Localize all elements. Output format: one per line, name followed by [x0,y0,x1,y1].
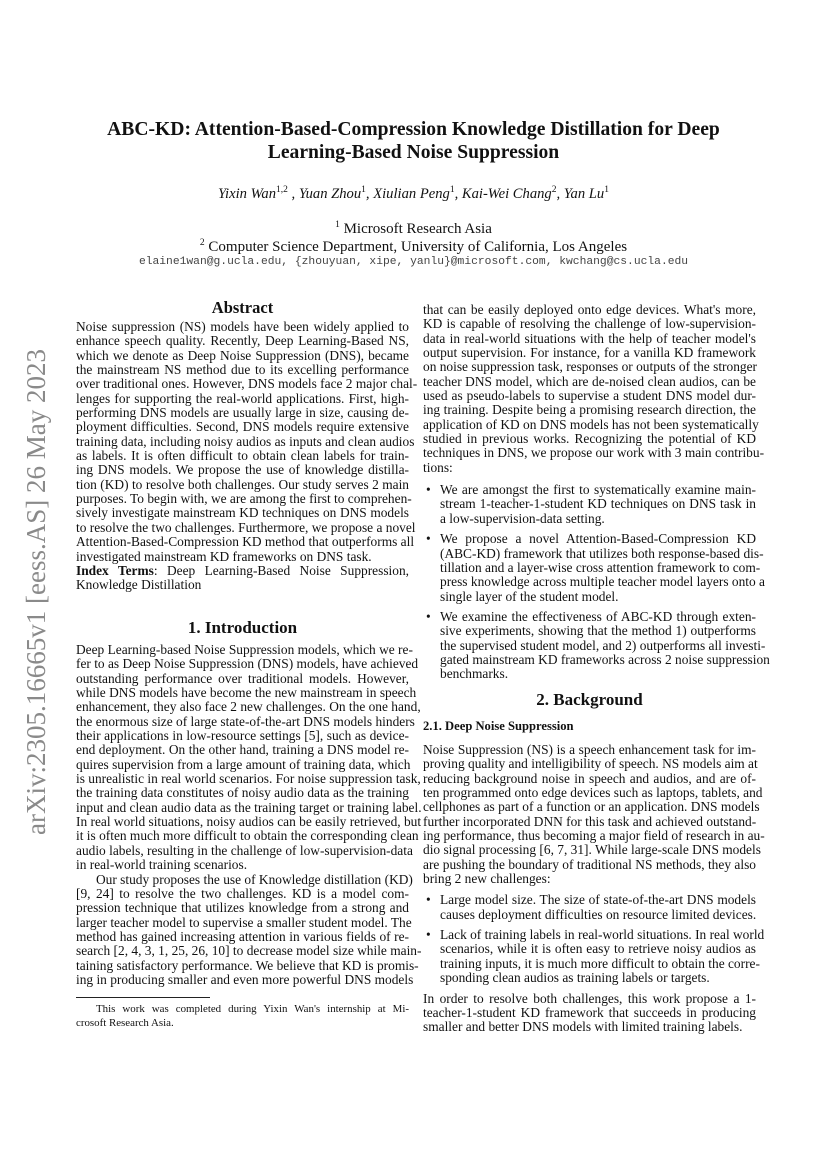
text-line: lenges for supporting the real-world applications. First, high- [76,390,409,406]
text-line: • Large model size. The size of state-of-the-art DNS models [440,892,756,908]
author-separator: , [454,185,462,202]
text-line: the mainstream NS method due to its excelling performance [76,362,409,378]
text-line: Noise Suppression (NS) is a speech enhancement task for im- [423,742,756,757]
introduction-continuation [423,302,770,688]
text-line: cellphones as part of a function or an application. DNS models [423,799,760,815]
text-line: scenarios, while it is often easy to retrieve noisy audios as [440,941,756,957]
text-line: a low-supervision-data setting. [440,510,605,526]
text-line: single layer of the student model. [440,588,619,604]
text-line: tillation and a layer-wise cross attention framework to com- [440,559,761,575]
text-line: Deep Learning-based Noise Suppression models, which we re- [76,642,413,657]
bullet-item [423,927,765,986]
abstract-body [76,319,418,593]
text-line: press knowledge across multiple teacher model layers onto a [440,574,765,590]
text-line: ing performance, thus becoming a major field of research in au- [423,828,765,844]
author-name: Kai-Wei Chang [461,185,552,202]
abstract-heading: Abstract [211,298,274,317]
author-affiliation-marker: 1 [449,185,455,195]
text-line: tion (KD) to resolve both challenges. Our study serves 2 main [76,476,409,492]
text-line: on noise suppression task, responses or outputs of the stronger [423,359,757,375]
text-line: purposes. To begin with, we are among the first to comprehen- [76,491,412,507]
text-line: used as pseudo-labels to supervise a student DNS model dur- [423,388,756,404]
paragraph [76,871,422,988]
text-line: benchmarks. [440,666,509,682]
affiliation-2 [60,234,767,256]
text-line: are pushing the boundary of traditional NS methods, they also [423,856,756,872]
text-line: application of KD on DNS models has not been systematically [423,416,759,432]
author-separator: , [365,185,374,202]
text-line: while DNS models have become the new mainstream in speech [76,685,417,701]
background-body [423,742,765,1035]
text-line: data in real-world situations with the help of teacher model's [423,330,756,346]
affiliation-name: Microsoft Research Asia [343,221,492,237]
text-line: training inputs, it is much more difficult to obtain the corre- [440,955,760,971]
text-line: ing training. Despite being a promising research direction, the [423,402,756,418]
text-line: proving quality and intelligibility of speech. NS models aim at [423,756,758,772]
index-terms-text: : Deep Learning-Based Noise Suppression, [153,562,409,578]
text-line: gated mainstream KD frameworks across 2 noise suppression [440,651,770,667]
text-line: larger teacher model to supervise a smaller student model. The [76,914,412,930]
text-line: the training data constitutes of noisy audio data as the training [76,785,409,801]
index-terms [76,564,409,578]
text-line: sive experiments, showing that the method 1) outperforms [440,623,756,639]
affiliation-marker: 1 [335,220,340,230]
author-separator: , [287,185,299,202]
author-emails: elaine1wan@g.ucla.edu, {zhouyuan, xipe, yanlu}@microsoft.com, kwchang@cs.ucla.edu [138,256,689,268]
text-line: • We propose a novel Attention-Based-Compression KD [440,531,756,547]
text-line: • We examine the effectiveness of ABC-KD through exten- [440,608,756,624]
text-line: quires supervision from a large amount of training data, which [76,756,411,772]
text-line: studied in previous works. Recognizing the potential of KD [423,431,756,447]
challenges-list [423,892,765,986]
text-line: search [2, 4, 3, 1, 25, 26, 10] to decrease model size while main- [76,943,422,959]
text-line: performing DNS models are usually large in size, causing de- [76,405,409,421]
text-line: • Lack of training labels in real-world situations. In real world [440,927,765,943]
bullet-item [423,893,756,922]
title-line: ABC-KD: Attention-Based-Compression Knowledge Distillation for Deep [107,119,720,140]
text-line: training data, including noisy audios as inputs and clean audios [76,433,415,449]
text-line: bring 2 new challenges: [423,871,551,887]
author-name: Xiulian Peng [373,185,450,202]
text-line: the supervised student model, and 2) outperforms all investi- [440,637,766,653]
text-line: further incorporated DNN for this task and achieved outstand- [423,813,757,829]
paragraph [423,302,765,475]
paper-title [60,118,767,164]
author-affiliation-marker: 2 [551,185,557,195]
footnote-rule [76,997,210,998]
text-line: to resolve the two challenges. Furthermore, we propose a novel [76,519,416,535]
paragraph [76,319,418,564]
text-line: ing in producing smaller and even more powerful DNS models [76,971,414,987]
bullet-item [423,608,770,682]
author-affiliation-marker: 1 [604,185,609,195]
text-line: fer to as Deep Noise Suppression (DNS) models, have achieved [76,656,419,672]
text-line: it is often much more difficult to obtain the corresponding clean [76,828,419,844]
title-line: Learning-Based Noise Suppression [267,142,560,163]
text-line: input and clean audio data as the training target or training label. [76,799,422,815]
text-line: method has gained increasing attention in various fields of re- [76,928,409,944]
affiliation-marker: 2 [199,238,205,248]
text-line: investigated mainstream KD frameworks on DNS task. [76,548,372,564]
author-separator: , [556,185,564,202]
text-line: stream 1-teacher-1-student KD techniques on DNS task in [440,496,756,512]
text-line: as labels. It is often difficult to obtain clean labels for train- [76,448,409,464]
text-line: Our study proposes the use of Knowledge distillation (KD) [96,871,413,887]
text-line: audio labels, resulting in the challenge of low-supervision-data [76,842,413,858]
text-line: smaller and better DNS models with limited training labels. [423,1019,743,1035]
text-line: the enormous size of large state-of-the-art DNS models hinders [76,713,415,729]
footnote [76,1003,409,1030]
background-heading: 2. Background [536,690,643,709]
text-line: sively investigate mainstream KD techniques on DNS models [76,505,409,521]
text-line: which we denote as Deep Noise Suppression (DNS), became [76,347,409,363]
text-line: enhance speech quality. Recently, Deep Learning-Based NS, [76,333,409,349]
text-line: over traditional ones. However, DNS models face 2 major chal- [76,376,418,392]
introduction-body [76,642,422,987]
text-line: tions: [423,459,453,475]
footnote-line: This work was completed during Yixin Wan's internship at Mi- [96,1003,409,1015]
text-line: In order to resolve both challenges, this work propose a 1- [423,990,756,1006]
text-line: pression technique that utilizes knowledge from a strong and [76,900,409,916]
subsection-heading: 2.1. Deep Noise Suppression [423,719,574,733]
paragraph [76,642,422,873]
text-line: • We are amongst the first to systematically examine main- [440,482,756,498]
text-line: sponding clean audios as training labels or targets. [440,970,710,986]
index-terms-label: Index Terms [76,562,154,578]
text-line: their applications in low-resource settings [5], such as device- [76,728,409,744]
text-line: taining satisfactory performance. We believe that KD is promis- [76,957,419,973]
index-terms-text: Knowledge Distillation [76,577,202,593]
arxiv-identifier-stamp: arXiv:2305.16665v1 [eess.AS] 26 May 2023 [21,349,51,835]
footnote-line: crosoft Research Asia. [76,1016,174,1029]
paragraph [423,992,756,1035]
text-line: In real world situations, noisy audios can be easily retrieved, but [76,814,422,830]
contributions-list [423,482,770,682]
text-line: output supervision. For instance, for a vanilla KD framework [423,345,756,361]
bullet-item [423,483,756,526]
text-line: ployment difficulties. Second, DNS models require extensive [76,419,409,435]
author-affiliation-marker: 1,2 [276,185,288,195]
introduction-heading: 1. Introduction [187,618,298,637]
text-line: causes deployment difficulties on resource limited devices. [440,906,757,922]
bullet-item [423,531,765,604]
affiliation-name: Computer Science Department, University of California, Los Angeles [208,239,628,255]
text-line: KD is capable of resolving the challenge of low-supervision- [423,316,756,332]
text-line: Attention-Based-Compression KD method that outperforms all [76,534,415,550]
author-name: Yan Lu [563,185,605,202]
text-line: outstanding performance over traditional models. However, [76,670,409,686]
text-line: in real-world training scenarios. [76,857,248,873]
text-line: ing DNS models. We propose the use of knowledge distilla- [76,462,409,478]
author-name: Yixin Wan [218,185,276,202]
text-line: [9, 24] to resolve the two challenges. KD is a model com- [76,885,409,901]
text-line: teacher-1-student KD framework that succeeds in producing [423,1004,756,1020]
text-line: (ABC-KD) framework that utilizes both response-based dis- [440,545,764,561]
paragraph [423,742,765,887]
text-line: enhancement, they also face 2 new challenges. On the one hand, [76,699,421,715]
text-line: techniques in DNS, we propose our work with 3 main contribu- [423,445,765,461]
author-name: Yuan Zhou [298,185,362,202]
text-line: end deployment. On the other hand, training a DNS model re- [76,742,409,758]
author-affiliation-marker: 1 [361,185,366,195]
text-line: dio signal processing [6, 7, 31]. While large-scale DNS models [423,842,761,858]
text-line: that can be easily deployed onto edge devices. What's more, [423,302,756,317]
text-line: teacher DNS model, which are de-noised clean audios, can be [423,373,756,389]
text-line: is unrealistic in real world scenarios. For noise suppression task, [76,771,421,787]
text-line: reducing background noise in speech and audios, and are of- [423,770,756,786]
text-line: Noise suppression (NS) models have been widely applied to [76,319,409,334]
text-line: ten programmed onto edge devices such as laptops, tablets, and [423,785,763,801]
author-list [60,180,767,204]
